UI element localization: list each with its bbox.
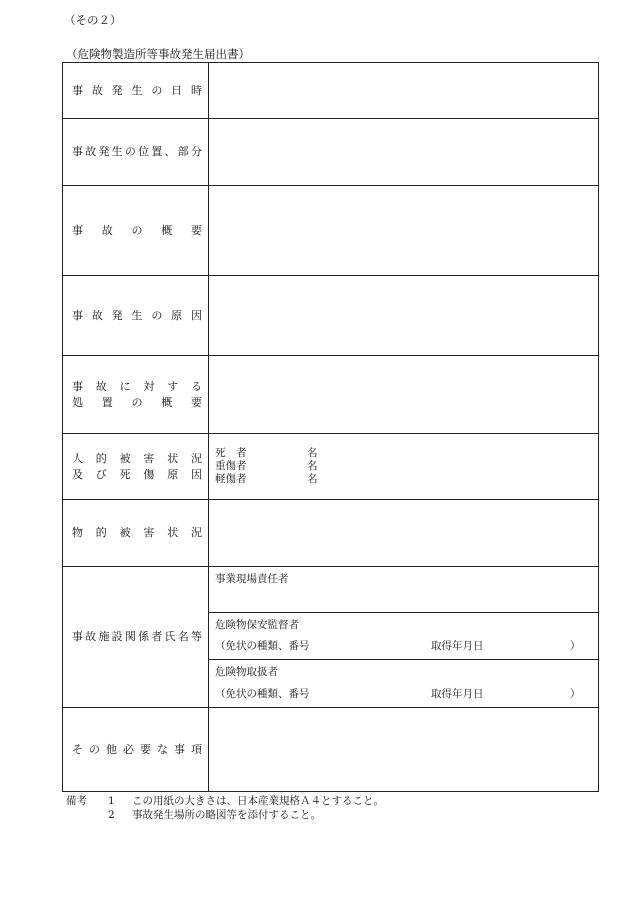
- row-other: [63, 708, 599, 792]
- row-datetime: [63, 63, 599, 119]
- label-human-line1: 人的被害状況: [72, 451, 202, 465]
- persons-wrap: [209, 567, 598, 707]
- handler-label: 危険物取扱者: [215, 666, 278, 678]
- note-number: 2: [108, 809, 115, 821]
- note-item-2: [108, 807, 321, 822]
- label-persons: 事故施設関係者氏名等: [72, 630, 202, 643]
- label-cause: 事故発生の原因: [72, 308, 202, 322]
- notes-prefix: 備考: [66, 795, 87, 807]
- label-measures-line1: 事故に対する: [72, 379, 202, 393]
- row-property: [63, 500, 599, 567]
- label-location: 事故発生の位置、部分: [72, 145, 202, 158]
- handler-block[interactable]: [209, 660, 598, 707]
- label-other: その他必要な事項: [72, 742, 202, 756]
- accident-report-table: [62, 62, 599, 792]
- label-cell: [63, 500, 209, 567]
- label-datetime: 事故発生の日時: [72, 83, 202, 97]
- site-manager-label: 事業現場責任者: [215, 573, 289, 585]
- row-location: [63, 119, 599, 186]
- note-number: 1: [108, 795, 115, 807]
- label-summary: 事故の概要: [72, 223, 202, 237]
- field-persons: [209, 567, 599, 708]
- supervisor-block[interactable]: [209, 613, 598, 660]
- victim-unit: 名: [307, 460, 318, 472]
- field-human-damage[interactable]: [209, 434, 599, 500]
- label-human-line2: 及び死傷原因: [72, 467, 202, 481]
- row-summary: [63, 186, 599, 276]
- row-cause: [63, 276, 599, 356]
- victim-line-minor: [209, 473, 598, 486]
- field-cause[interactable]: [209, 276, 599, 356]
- label-cell: [63, 434, 209, 500]
- victim-line-dead: [209, 447, 598, 460]
- victim-line-serious: [209, 460, 598, 473]
- row-persons: [63, 567, 599, 708]
- supervisor-acquired-label: 取得年月日: [431, 640, 484, 652]
- form-number: （その２）: [64, 13, 122, 27]
- note-text: 事故発生場所の略図等を添付すること。: [132, 809, 321, 821]
- supervisor-license-label: （免状の種類、番号: [215, 640, 310, 652]
- supervisor-label: 危険物保安監督者: [215, 619, 299, 631]
- label-cell: [63, 276, 209, 356]
- label-measures-line2: 処置の概要: [72, 395, 202, 409]
- label-property: 物的被害状況: [72, 526, 202, 539]
- handler-license-label: （免状の種類、番号: [215, 688, 310, 700]
- field-measures[interactable]: [209, 356, 599, 434]
- site-manager-block[interactable]: [209, 567, 598, 613]
- note-text: この用紙の大きさは、日本産業規格Ａ４とすること。: [132, 795, 384, 807]
- field-datetime[interactable]: [209, 63, 599, 119]
- supervisor-close-paren: ）: [570, 640, 581, 652]
- victim-label: 死 者: [215, 447, 247, 459]
- victim-unit: 名: [307, 447, 318, 459]
- handler-acquired-label: 取得年月日: [431, 688, 484, 700]
- victim-label: 軽傷者: [215, 473, 247, 485]
- row-human-damage: [63, 434, 599, 500]
- label-cell: [63, 63, 209, 119]
- victim-unit: 名: [307, 473, 318, 485]
- label-cell: [63, 119, 209, 186]
- field-location[interactable]: [209, 119, 599, 186]
- field-other[interactable]: [209, 708, 599, 792]
- label-cell: [63, 356, 209, 434]
- victim-label: 重傷者: [215, 460, 247, 472]
- note-item-1: [108, 793, 384, 808]
- label-cell: [63, 567, 209, 708]
- field-summary[interactable]: [209, 186, 599, 276]
- row-measures: [63, 356, 599, 434]
- label-cell: [63, 708, 209, 792]
- handler-close-paren: ）: [570, 688, 581, 700]
- form-title: （危険物製造所等事故発生届出書）: [66, 47, 250, 61]
- label-cell: [63, 186, 209, 276]
- field-property[interactable]: [209, 500, 599, 567]
